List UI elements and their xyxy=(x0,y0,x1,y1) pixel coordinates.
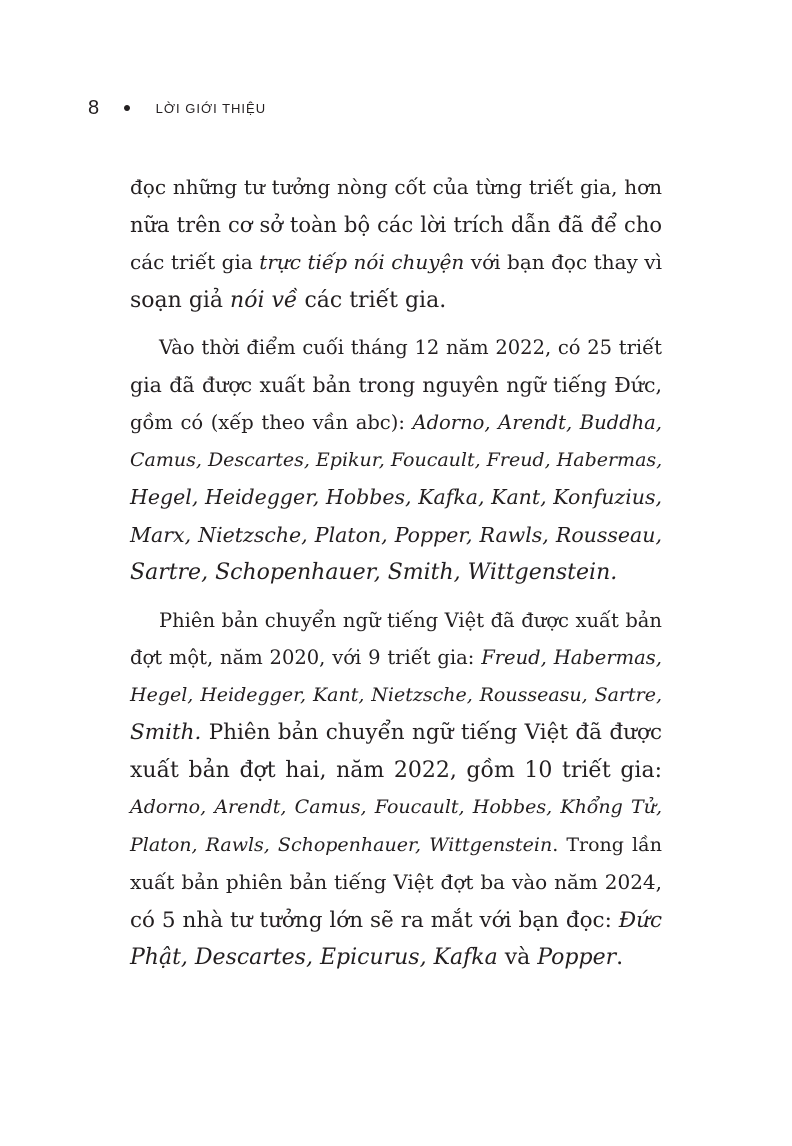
italic-phrase: trực tiếp nói chuyện xyxy=(259,250,465,274)
italic-phrase: Phật, Descartes, Epicurus, Kafka xyxy=(130,945,498,970)
running-title: LỜI GIỚI THIỆU xyxy=(155,100,267,116)
italic-phrase: Adorno, Arendt, Buddha, xyxy=(412,411,663,434)
text-span: . Trong lần xyxy=(552,833,663,856)
italic-phrase: Platon, Rawls, Schopenhauer, Wittgenstein xyxy=(130,833,553,856)
text-span: đợt một, năm 2020, với 9 triết gia: xyxy=(130,646,482,669)
text-span: có 5 nhà tư tưởng lớn sẽ ra mắt với bạn đọc: xyxy=(130,907,619,933)
text-span: . xyxy=(616,945,624,970)
paragraph-3 xyxy=(130,602,662,977)
italic-phrase: Freud, Habermas, xyxy=(481,646,662,669)
italic-phrase: Smith. xyxy=(130,720,202,745)
text-span: với bạn đọc thay vì xyxy=(464,250,663,274)
body-text xyxy=(130,169,662,977)
text-span: và xyxy=(497,945,538,970)
text-line: Sartre, Schopenhauer, Smith, Wittgenstein. xyxy=(130,560,618,585)
text-span: gồm có (xếp theo vần abc): xyxy=(130,411,413,434)
text-line xyxy=(130,939,662,977)
text-line: Vào thời điểm cuối tháng 12 năm 2022, có 25 triết xyxy=(159,336,662,359)
text-span: Phiên bản chuyển ngữ tiếng Việt đã được xyxy=(201,720,662,745)
text-line: Adorno, Arendt, Camus, Foucault, Hobbes, Khổng Tử, xyxy=(130,796,662,818)
text-line: xuất bản đợt hai, năm 2022, gồm 10 triết gia: xyxy=(130,757,662,783)
paragraph-1 xyxy=(130,169,662,319)
text-line xyxy=(130,639,662,677)
text-line xyxy=(130,404,662,442)
italic-phrase: Đức xyxy=(618,907,662,933)
page-number: 8 xyxy=(88,96,100,119)
text-line: Phiên bản chuyển ngữ tiếng Việt đã được xuất bản xyxy=(159,608,662,632)
text-span: các triết gia. xyxy=(297,287,447,313)
text-line xyxy=(130,282,662,320)
text-line xyxy=(130,714,662,752)
bullet-separator xyxy=(124,105,130,111)
text-line: Camus, Descartes, Epikur, Foucault, Freud, Habermas, xyxy=(130,448,663,471)
italic-phrase: Popper xyxy=(537,945,617,970)
text-line: Hegel, Heidegger, Kant, Nietzsche, Rousseasu, Sartre, xyxy=(130,683,662,706)
running-header xyxy=(88,96,266,120)
text-line: Hegel, Heidegger, Hobbes, Kafka, Kant, Konfuzius, xyxy=(130,485,662,509)
text-span: soạn giả xyxy=(130,287,231,313)
text-line: gia đã được xuất bản trong nguyên ngữ tiếng Đức, xyxy=(130,372,662,397)
text-line: xuất bản phiên bản tiếng Việt đợt ba vào năm 2024, xyxy=(130,870,662,894)
text-line: nữa trên cơ sở toàn bộ các lời trích dẫn đã để cho xyxy=(130,212,662,237)
text-line: Marx, Nietzsche, Platon, Popper, Rawls, Rousseau, xyxy=(130,522,662,547)
text-line xyxy=(130,902,662,940)
italic-phrase: nói về xyxy=(230,287,298,313)
text-span: các triết gia xyxy=(130,250,260,274)
text-line: đọc những tư tưởng nòng cốt của từng triết gia, hơn xyxy=(130,175,662,199)
text-line xyxy=(130,827,662,865)
text-line xyxy=(130,244,662,282)
paragraph-2 xyxy=(130,329,662,592)
